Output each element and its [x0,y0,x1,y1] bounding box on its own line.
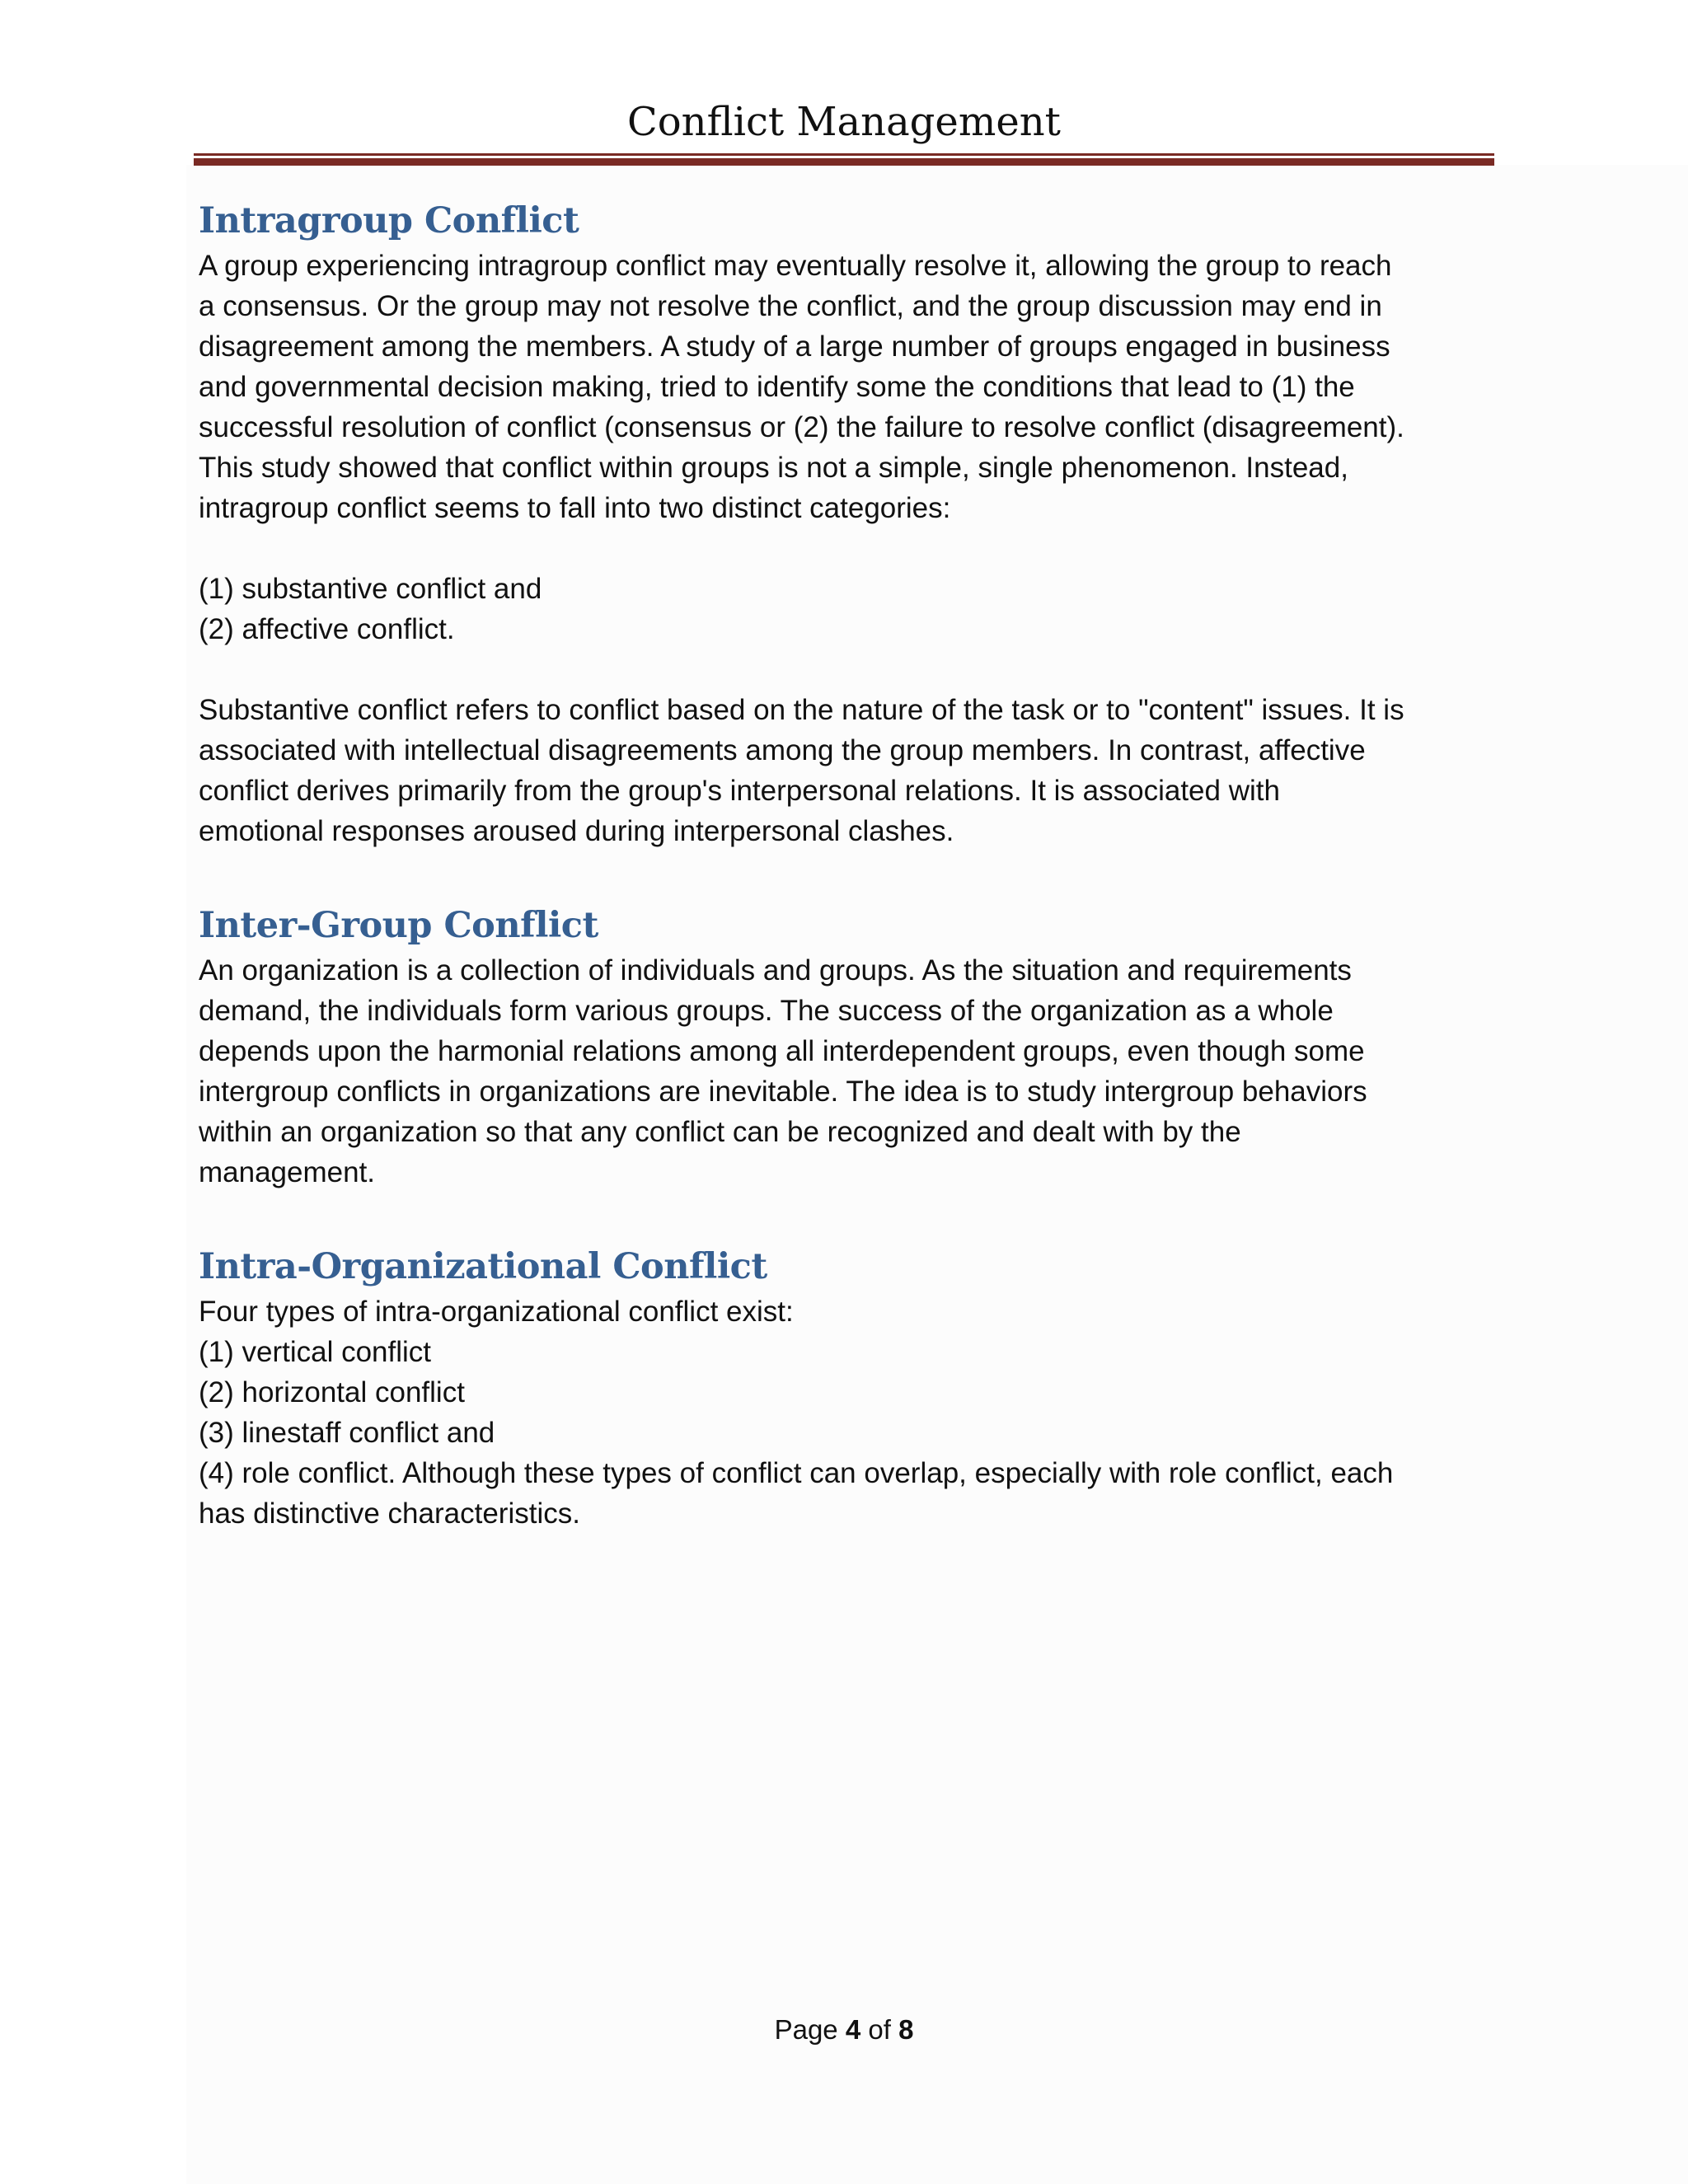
section-intragroup-conflict [199,196,1501,851]
paragraph [199,690,1501,851]
text-line: This study showed that conflict within groups is not a simple, single phenomenon. Instead, [199,452,1348,484]
text-line: associated with intellectual disagreements among the group members. In contrast, affective [199,734,1366,766]
paragraph [199,246,1501,528]
text-line: has distinctive characteristics. [199,1497,580,1530]
list-item: (2) horizontal conflict [199,1376,465,1408]
text-line: intragroup conflict seems to fall into two distinct categories: [199,492,951,524]
text-line: disagreement among the members. A study of a large number of groups engaged in business [199,330,1390,363]
text-line: A group experiencing intragroup conflict may eventually resolve it, allowing the group to reach [199,250,1392,282]
document-body [199,196,1501,1534]
text-line: within an organization so that any conflict can be recognized and dealt with by the [199,1116,1241,1148]
page-label: Page [774,2014,838,2045]
text-line: and governmental decision making, tried to identify some the conditions that lead to (1) the [199,371,1355,403]
list-item: (3) linestaff conflict and [199,1417,495,1449]
text-line: conflict derives primarily from the group's interpersonal relations. It is associated with [199,775,1280,807]
page-number-footer [0,2011,1688,2048]
text-line: demand, the individuals form various groups. The success of the organization as a whole [199,995,1334,1027]
section-intra-organizational-conflict [199,1242,1501,1534]
text-line: management. [199,1156,376,1188]
section-heading: Inter-Group Conflict [199,905,598,946]
total-pages-number: 8 [898,2014,914,2045]
text-line: An organization is a collection of individuals and groups. As the situation and requirements [199,954,1352,987]
section-inter-group-conflict [199,901,1501,1193]
section-heading: Intragroup Conflict [199,200,579,241]
text-line: emotional responses aroused during interpersonal clashes. [199,815,954,847]
section-heading: Intra-Organizational Conflict [199,1246,767,1287]
conflict-categories-list [199,569,1501,649]
list-item: (1) substantive conflict and [199,573,542,605]
of-label: of [868,2014,891,2045]
paragraph [199,950,1501,1193]
paragraph [199,1291,1501,1534]
text-line: intergroup conflicts in organizations are inevitable. The idea is to study intergroup behaviors [199,1076,1367,1108]
text-line: Four types of intra-organizational conflict exist: [199,1296,794,1328]
text-line: depends upon the harmonial relations among all interdependent groups, even though some [199,1035,1365,1067]
list-item: (1) vertical conflict [199,1336,432,1368]
text-line: successful resolution of conflict (consensus or (2) the failure to resolve conflict (disagreement). [199,411,1404,443]
running-header-title: Conflict Management [627,99,1061,145]
header-rule [194,153,1494,166]
current-page-number: 4 [845,2014,861,2045]
text-line: Substantive conflict refers to conflict based on the nature of the task or to "content" issues. It is [199,694,1404,726]
list-item: (2) affective conflict. [199,613,455,645]
text-line: a consensus. Or the group may not resolve the conflict, and the group discussion may end in [199,290,1382,322]
list-item: (4) role conflict. Although these types of conflict can overlap, especially with role conflict, each [199,1457,1394,1489]
